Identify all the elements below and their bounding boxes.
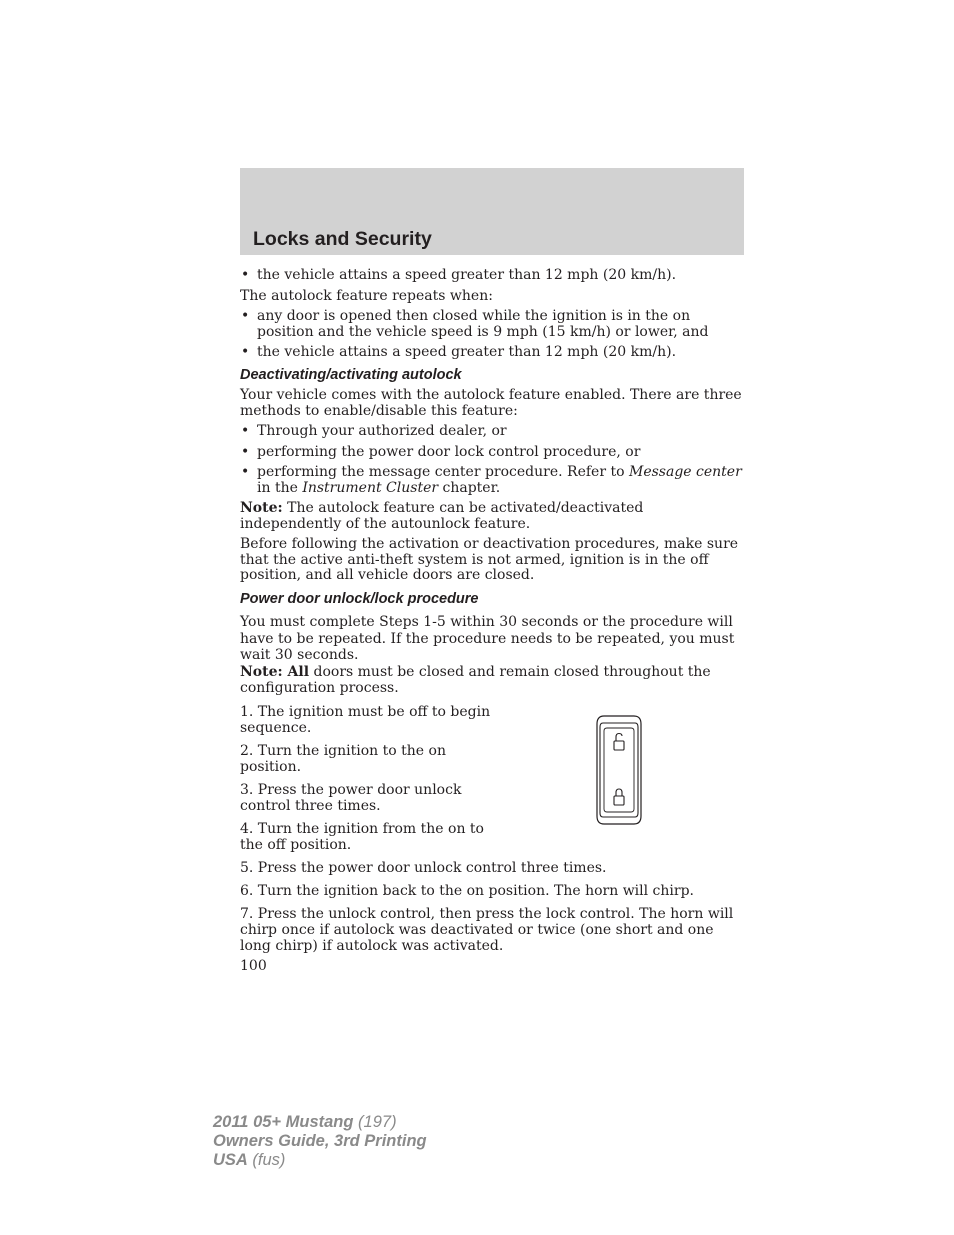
note-text: The autolock feature can be activated/deactivated independently of the autounlock feature. (240, 500, 644, 532)
text-run: chapter. (438, 479, 501, 496)
paragraph: Your vehicle comes with the autolock feature enabled. There are three methods to enable/disable this feature: (240, 387, 742, 419)
cross-reference: Message center (628, 464, 742, 480)
note-text: doors must be closed and remain closed throughout the configuration process. (240, 663, 711, 696)
section-title: Locks and Security (253, 228, 432, 250)
lock-icon (614, 789, 624, 805)
step-item: 6. Turn the ignition back to the on position. The horn will chirp. (240, 882, 694, 899)
paragraph: Before following the activation or deactivation procedures, make sure that the active anti-theft system is not armed, ignition is in the off position, and all vehicle doors are closed. (240, 536, 739, 583)
footer-line: Owners Guide, 3rd Printing (213, 1132, 427, 1150)
footer-market: USA (213, 1151, 248, 1169)
note-label: Note: All (240, 663, 310, 680)
footer-model: 2011 05+ Mustang (213, 1113, 354, 1131)
text-run: performing the message center procedure. Refer to (257, 464, 629, 480)
page-content (240, 268, 744, 974)
list-item: • the vehicle attains a speed greater than 12 mph (20 km/h). (240, 345, 744, 361)
door-lock-switch-illustration (594, 714, 644, 826)
step-item: 5. Press the power door unlock control three times. (240, 859, 607, 876)
text-run: in the (257, 479, 303, 496)
footer-line (213, 1151, 427, 1170)
step-item: 7. Press the unlock control, then press the lock control. The horn will chirp once if autolock was deactivated or twice (one short and one long chirp) if autolock was activated. (240, 905, 734, 954)
list-item: • performing the power door lock control procedure, or (240, 445, 744, 461)
footer-code: (fus) (247, 1151, 286, 1169)
subheading: Power door unlock/lock procedure (240, 590, 479, 607)
document-footer (213, 1113, 427, 1170)
step-item: 1. The ignition must be off to begin sequence. (240, 703, 491, 736)
paragraph: The autolock feature repeats when: (240, 287, 493, 304)
list-item: • any door is opened then closed while the ignition is in the on position and the vehicle speed is 9 mph (15 km/h) or lower, and (240, 309, 744, 340)
subheading: Deactivating/activating autolock (240, 366, 462, 383)
unlock-icon (614, 734, 624, 751)
step-item: 3. Press the power door unlock control three times. (240, 781, 462, 814)
list-item: • Through your authorized dealer, or (240, 424, 744, 440)
note (240, 664, 744, 696)
list-item (240, 465, 744, 496)
footer-code: (197) (353, 1113, 397, 1131)
step-item: 2. Turn the ignition to the on position. (240, 742, 446, 775)
list-item: • the vehicle attains a speed greater than 12 mph (20 km/h). (240, 268, 744, 284)
cross-reference: Instrument Cluster (302, 479, 439, 496)
paragraph: You must complete Steps 1-5 within 30 seconds or the procedure will have to be repeated. If the procedure needs to be repeated, you must wait 30 seconds. (240, 614, 735, 663)
note (240, 501, 744, 532)
note-label: Note: (240, 500, 283, 516)
page-number: 100 (240, 957, 267, 974)
step-item: 4. Turn the ignition from the on to the off position. (240, 820, 484, 853)
section-header (240, 168, 744, 255)
footer-line (213, 1113, 427, 1132)
